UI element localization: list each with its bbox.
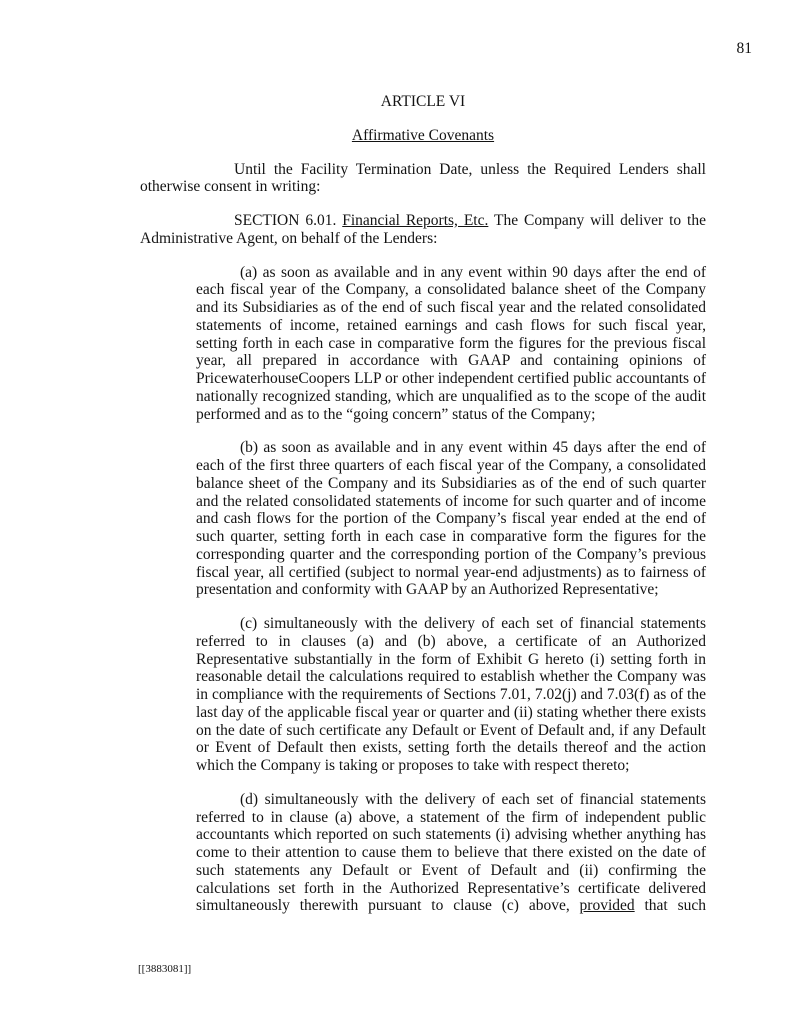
article-subtitle bbox=[140, 127, 706, 145]
clause-d-text-end: that such bbox=[644, 897, 706, 915]
document-id-footer: [[3883081]] bbox=[138, 963, 192, 975]
section-601-label: SECTION 6.01. bbox=[234, 212, 337, 229]
clause-d-provided-emphasis: provided bbox=[579, 897, 635, 915]
clause-c: (c) simultaneously with the delivery of each set of financial statements referred to in clauses (a) and (b) above, a certificate of an Authorized Representative substantially in the form of Exhibit G hereto (i) setting forth in reasonable detail the calculations required to establish whether the Company was in compliance with the requirements of Sections 7.01, 7.02(j) and 7.03(f) as of the last day of the applicable fiscal year or quarter and (ii) stating whether there exists on the date of such certificate any Default or Event of Default and, if any Default or Event of Default then exists, setting forth the details thereof and the action which the Company is taking or proposes to take with respect thereto; bbox=[196, 615, 706, 774]
clause-b: (b) as soon as available and in any event within 45 days after the end of each of the first three quarters of each fiscal year of the Company, a consolidated balance sheet of the Company and its Subsidiaries as of the end of such quarter and the related consolidated statements of income for such quarter and of income and cash flows for the portion of the Company’s fiscal year ended at the end of such quarter, setting forth in each case in comparative form the figures for the corresponding quarter and the corresponding portion of the Company’s previous fiscal year, all certified (subject to normal year-end adjustments) as to fairness of presentation and conformity with GAAP by an Authorized Representative; bbox=[196, 439, 706, 599]
clause-a: (a) as soon as available and in any event within 90 days after the end of each fiscal year of the Company, a consolidated balance sheet of the Company and its Subsidiaries as of the end of such fiscal year and the related consolidated statements of income, retained earnings and cash flows for such fiscal year, setting forth in each case in comparative form the figures for the previous fiscal year, all prepared in accordance with GAAP and containing opinions of PricewaterhouseCoopers LLP or other independent certified public accountants of nationally recognized standing, which are unqualified as to the scope of the audit performed and as to the “going concern” status of the Company; bbox=[196, 263, 706, 423]
section-601-rest: The Company will deliver to the Administrative Agent, on behalf of the Lenders: bbox=[140, 212, 706, 247]
page-number: 81 bbox=[736, 40, 752, 57]
article-subtitle-text: Affirmative Covenants bbox=[351, 126, 495, 144]
document-body bbox=[140, 0, 706, 915]
intro-paragraph: Until the Facility Termination Date, unless the Required Lenders shall otherwise consent in writing: bbox=[140, 160, 706, 196]
section-601-title: Financial Reports, Etc. bbox=[342, 212, 489, 229]
section-601-paragraph bbox=[140, 212, 706, 248]
clause-d bbox=[196, 791, 706, 915]
article-heading: ARTICLE VI bbox=[380, 93, 466, 110]
clause-d-text: (d) simultaneously with the delivery of each set of financial statements referred to in clause (a) above, a statement of the firm of independent public accountants which reported on such statements (i) advising whether anything has come to their attention to cause them to believe that there existed on the date of such statements any Default or Event of Default and (ii) confirming the calculations set forth in the Authorized Representative’s certificate delivered simultaneously therewith pursuant to clause (c) above, bbox=[196, 790, 706, 915]
